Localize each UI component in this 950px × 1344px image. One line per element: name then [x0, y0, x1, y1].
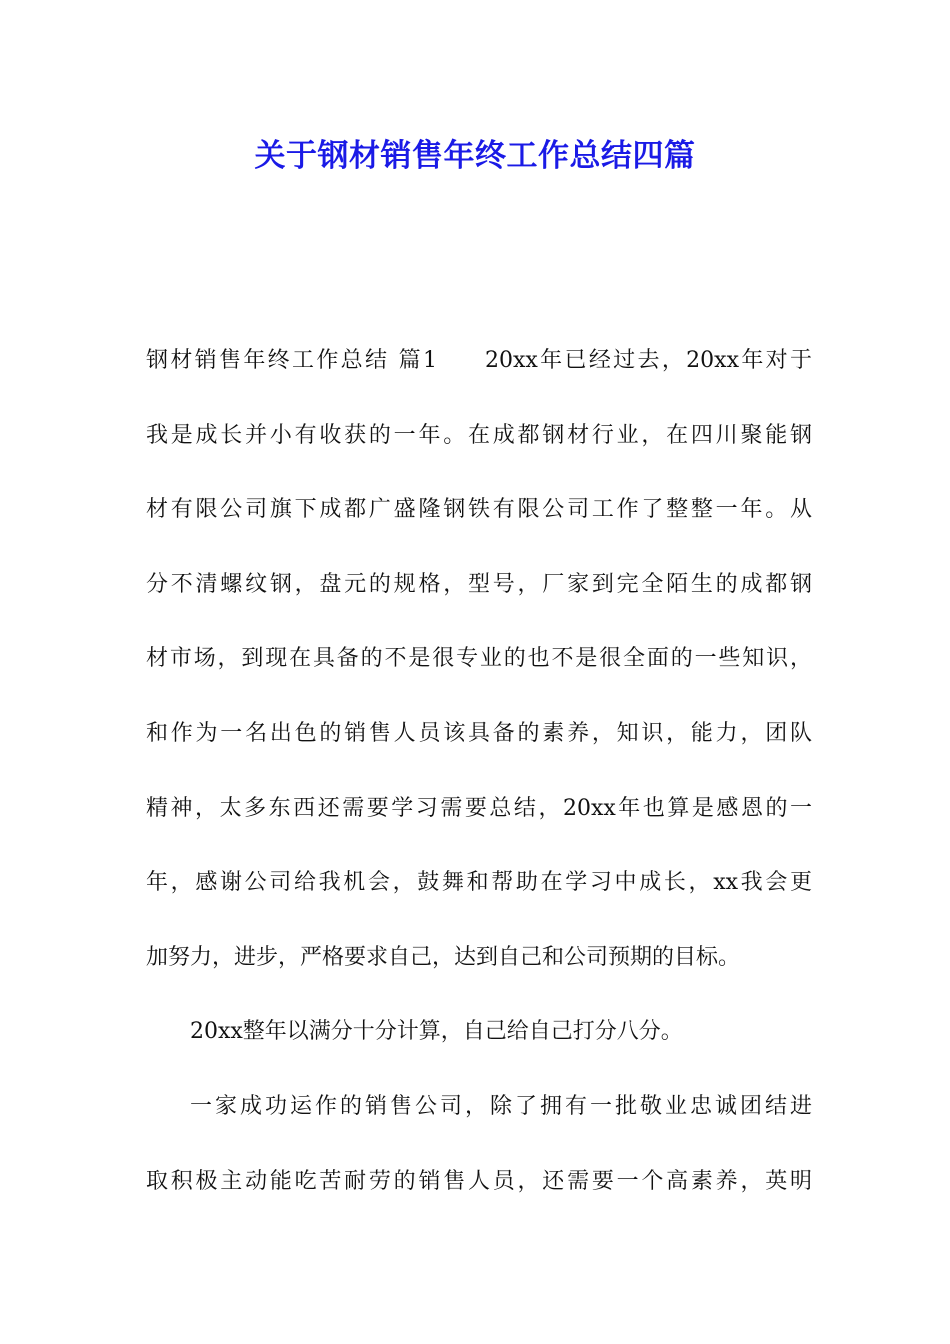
paragraph-line: 年，感谢公司给我机会，鼓舞和帮助在学习中成长，xx我会更 — [146, 870, 812, 896]
document-body — [146, 338, 812, 1233]
paragraph-line: 材有限公司旗下成都广盛隆钢铁有限公司工作了整整一年。从 — [146, 497, 812, 523]
paragraph-line: 和作为一名出色的销售人员该具备的素养，知识，能力，团队 — [146, 720, 812, 746]
section-heading-inline: 钢材销售年终工作总结 篇1 — [146, 348, 438, 373]
paragraph-line: 分不清螺纹钢，盘元的规格，型号，厂家到完全陌生的成都钢 — [146, 571, 812, 597]
paragraph-line: 我是成长并小有收获的一年。在成都钢材行业，在四川聚能钢 — [146, 422, 812, 448]
paragraph-line — [146, 338, 812, 413]
paragraph-line: 加努力，进步，严格要求自己，达到自己和公司预期的目标。 — [146, 944, 741, 970]
paragraph-line: 材市场，到现在具备的不是很专业的也不是很全面的一些知识， — [146, 646, 812, 672]
paragraph-line: 20xx整年以满分十分计算，自己给自己打分八分。 — [190, 1019, 683, 1045]
document-title: 关于钢材销售年终工作总结四篇 — [254, 138, 696, 174]
paragraph-line: 一家成功运作的销售公司，除了拥有一批敬业忠诚团结进 — [190, 1093, 812, 1119]
paragraph-text: 20xx年已经过去，20xx年对于 — [485, 348, 812, 373]
paragraph-line: 取积极主动能吃苦耐劳的销售人员，还需要一个高素养，英明 — [146, 1168, 812, 1194]
paragraph-line: 精神，太多东西还需要学习需要总结，20xx年也算是感恩的一 — [146, 795, 812, 821]
